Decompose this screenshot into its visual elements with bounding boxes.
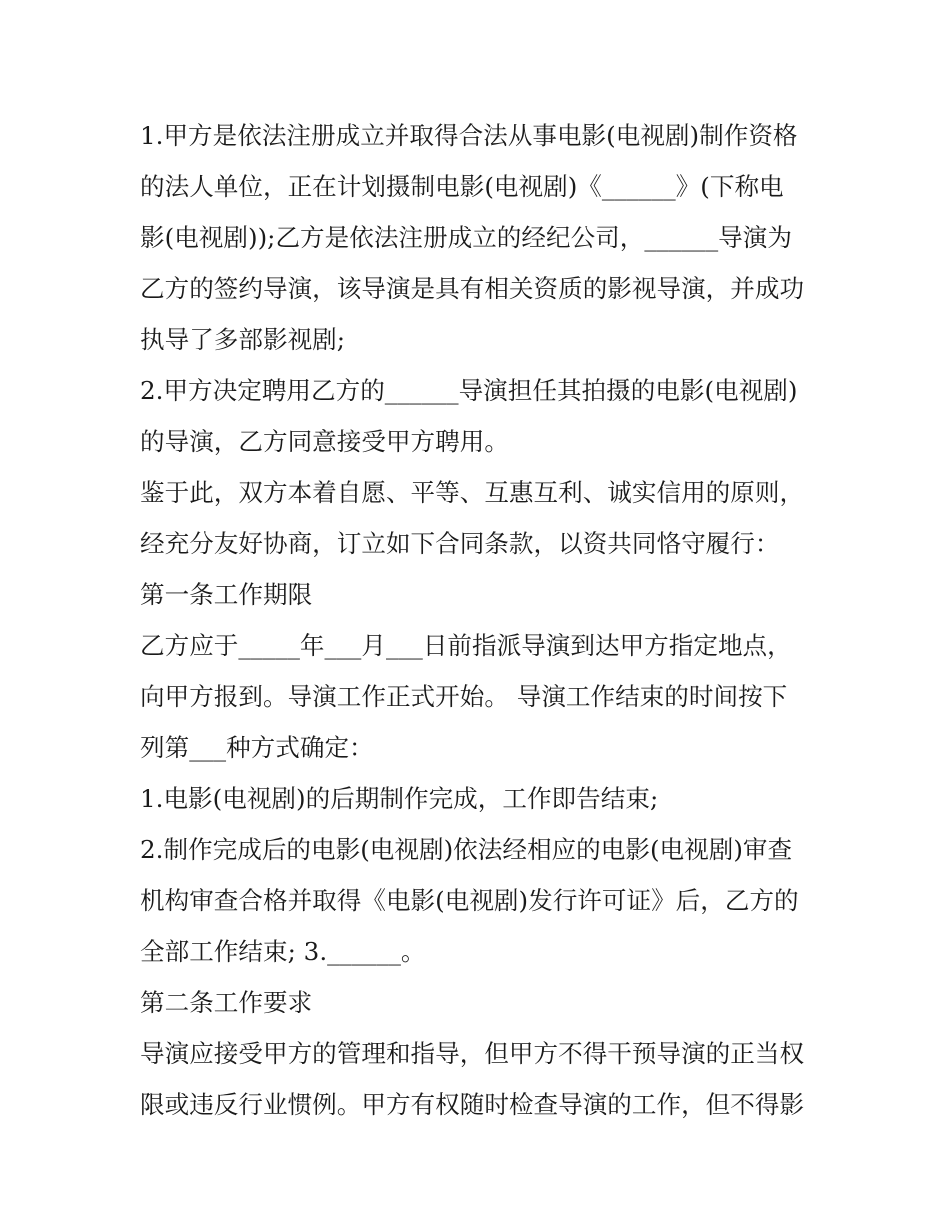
text-line: 执导了多部影视剧; [140, 325, 346, 354]
section-heading: 第二条工作要求 [140, 988, 313, 1017]
text-line: 列第___种方式确定： [140, 733, 374, 762]
text-line: 1.甲方是依法注册成立并取得合法从事电影(电视剧)制作资格 [140, 121, 798, 150]
text-line: 向甲方报到。导演工作正式开始。 导演工作结束的时间按下 [140, 682, 788, 711]
text-line: 的导演，乙方同意接受甲方聘用。 [140, 427, 509, 456]
text-line: 经充分友好协商，订立如下合同条款，以资共同恪守履行： [140, 529, 780, 558]
text-line: 限或违反行业惯例。甲方有权随时检查导演的工作，但不得影 [140, 1090, 805, 1119]
text-line: 2.制作完成后的电影(电视剧)依法经相应的电影(电视剧)审查 [140, 835, 793, 864]
text-line: 乙方应于_____年___月___日前指派导演到达甲方指定地点， [140, 631, 792, 660]
section-heading: 第一条工作期限 [140, 580, 313, 609]
text-line: 导演应接受甲方的管理和指导，但甲方不得干预导演的正当权 [140, 1039, 805, 1068]
text-line: 影(电视剧));乙方是依法注册成立的经纪公司，______导演为 [140, 223, 792, 252]
contract-body [140, 110, 830, 1130]
text-line: 鉴于此，双方本着自愿、平等、互惠互利、诚实信用的原则， [140, 478, 805, 507]
text-line: 机构审查合格并取得《电影(电视剧)发行许可证》后，乙方的 [140, 886, 799, 915]
text-line: 全部工作结束; 3.______。 [140, 937, 426, 966]
text-line: 1.电影(电视剧)的后期制作完成，工作即告结束; [140, 784, 659, 813]
text-line: 2.甲方决定聘用乙方的______导演担任其拍摄的电影(电视剧) [140, 376, 798, 405]
text-line: 的法人单位，正在计划摄制电影(电视剧)《______》(下称电 [140, 172, 784, 201]
text-line: 乙方的签约导演，该导演是具有相关资质的影视导演，并成功 [140, 274, 805, 303]
